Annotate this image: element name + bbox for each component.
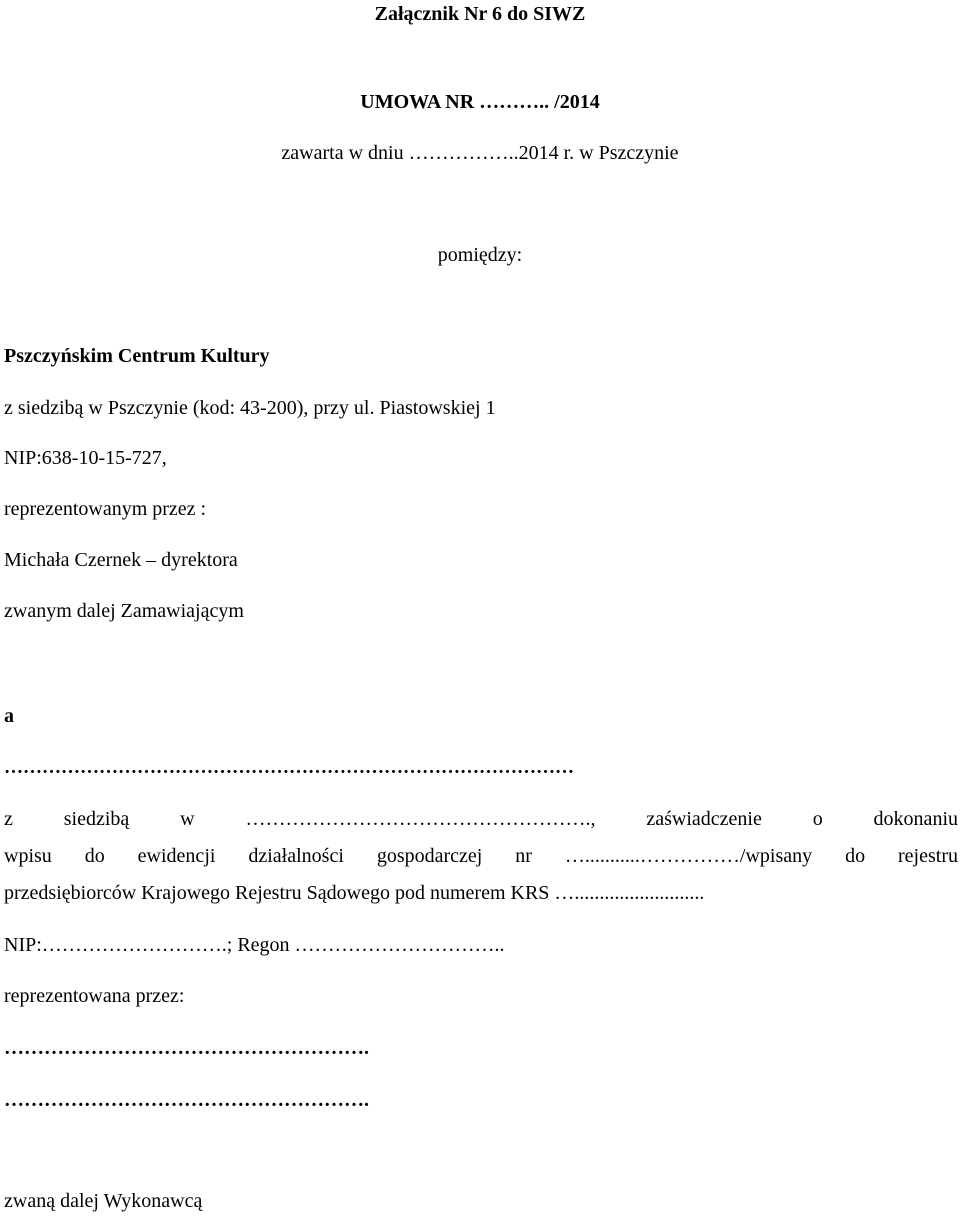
party-2-representative-line-2: ………………………………………………. [4,1089,369,1111]
party-2-seat-line: z siedzibą w ……………………………………………., zaświadczenie o dokonaniu [4,808,958,830]
attachment-heading: Załącznik Nr 6 do SIWZ [374,3,586,25]
party-2-nip-regon-line: NIP:……………………….; Regon ………………………….. [4,934,505,956]
party-2-name-placeholder: ……………………………………………………………………………… [4,757,574,778]
party-2-krs-line: przedsiębiorców Krajowego Rejestru Sądowego pod numerem KRS ….......................... [4,882,705,904]
party-1-address: z siedzibą w Pszczynie (kod: 43-200), przy ul. Piastowskiej 1 [4,397,496,419]
party-1-referred-as: zwanym dalej Zamawiającym [4,600,244,622]
contract-title: UMOWA NR ……….. /2014 [360,91,600,113]
conjunction-a: a [4,705,14,727]
party-1-nip: NIP:638-10-15-727, [4,447,167,469]
party-1-represented-by-label: reprezentowanym przez : [4,498,207,520]
contract-date-place: zawarta w dniu ……………..2014 r. w Pszczynie [281,142,679,164]
party-2-registry-line: wpisu do ewidencji działalności gospodarczej nr …...........……………/wpisany do rejestru [4,845,958,867]
party-1-name: Pszczyńskim Centrum Kultury [4,345,270,367]
between-label: pomiędzy: [437,244,523,266]
party-2-representative-line-1: ………………………………………………. [4,1037,369,1059]
party-2-referred-as: zwaną dalej Wykonawcą [4,1190,203,1212]
party-1-representative: Michała Czernek – dyrektora [4,549,238,571]
party-2-represented-by-label: reprezentowana przez: [4,985,185,1007]
